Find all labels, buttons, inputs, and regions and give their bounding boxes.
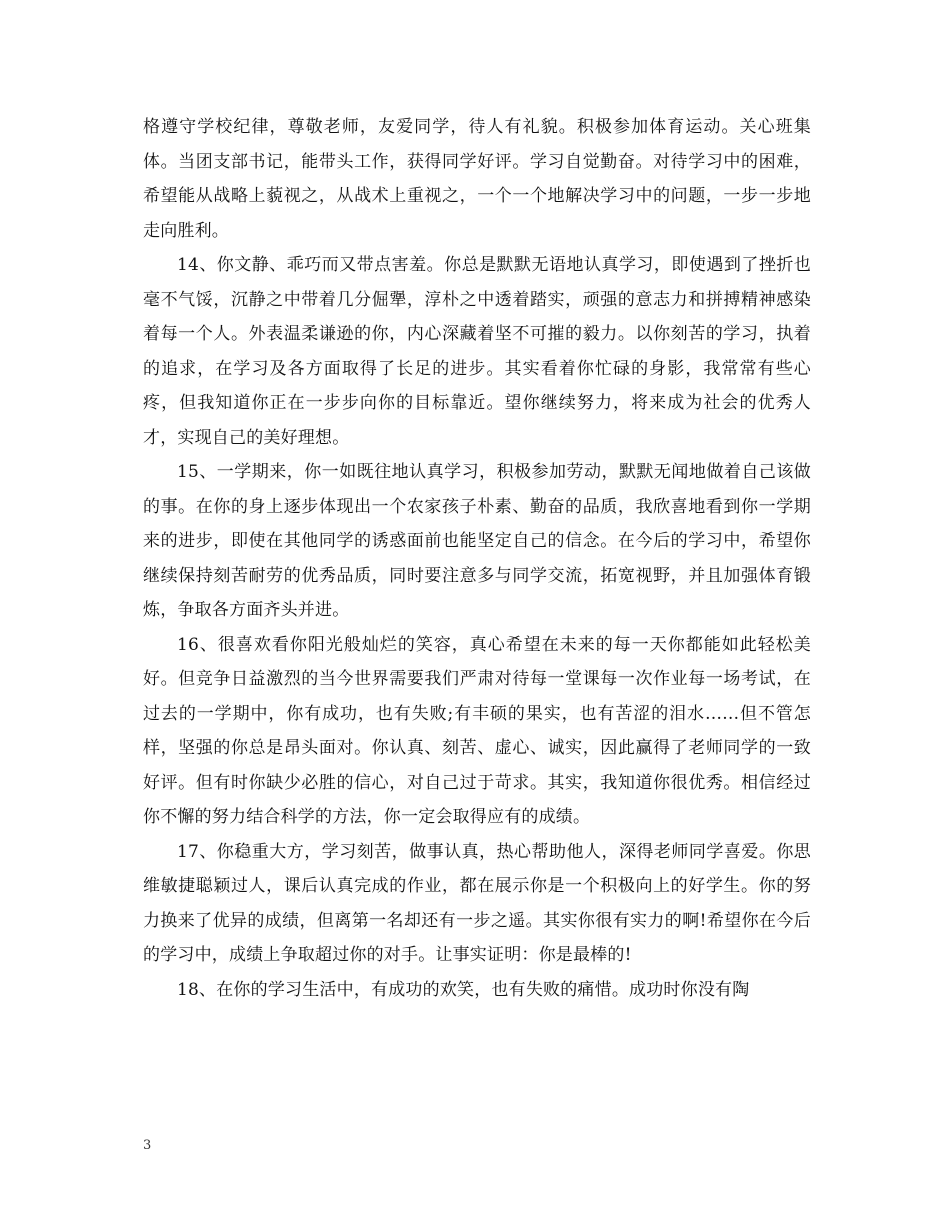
page-number: 3 [143,1138,152,1153]
paragraph-16: 16、很喜欢看你阳光般灿烂的笑容，真心希望在未来的每一天你都能如此轻松美好。但竞争日益激烈的当今世界需要我们严肃对待每一堂课每一次作业每一场考试，在过去的一学期中，你有成功，也有失败;有丰硕的果实，也有苦涩的泪水……但不管怎样，坚强的你总是昂头面对。你认真、刻苦、虚心、诚实，因此赢得了老师同学的一致好评。但有时你缺少必胜的信心，对自己过于苛求。其实，我知道你很优秀。相信经过你不懈的努力结合科学的方法，你一定会取得应有的成绩。 [143,634,811,827]
paragraph-continued: 格遵守学校纪律，尊敬老师，友爱同学，待人有礼貌。积极参加体育运动。关心班集体。当团支部书记，能带头工作，获得同学好评。学习自觉勤奋。对待学习中的困难，希望能从战略上藐视之，从战术上重视之，一个一个地解决学习中的问题，一步一步地走向胜利。 [143,117,811,241]
document-body [143,110,811,1007]
paragraph-18: 18、在你的学习生活中，有成功的欢笑，也有失败的痛惜。成功时你没有陶 [177,979,750,1000]
paragraph-17: 17、你稳重大方，学习刻苦，做事认真，热心帮助他人，深得老师同学喜爱。你思维敏捷聪颖过人，课后认真完成的作业，都在展示你是一个积极向上的好学生。你的努力换来了优异的成绩，但离第一名却还有一步之遥。其实你很有实力的啊!希望你在今后的学习中，成绩上争取超过你的对手。让事实证明：你是最棒的! [143,841,811,965]
paragraph-15: 15、一学期来，你一如既往地认真学习，积极参加劳动，默默无闻地做着自己该做的事。在你的身上逐步体现出一个农家孩子朴素、勤奋的品质，我欣喜地看到你一学期来的进步，即使在其他同学的诱惑面前也能坚定自己的信念。在今后的学习中，希望你继续保持刻苦耐劳的优秀品质，同时要注意多与同学交流，拓宽视野，并且加强体育锻炼，争取各方面齐头并进。 [143,462,811,620]
paragraph-14: 14、你文静、乖巧而又带点害羞。你总是默默无语地认真学习，即使遇到了挫折也毫不气馁，沉静之中带着几分倔犟，淳朴之中透着踏实，顽强的意志力和拼搏精神感染着每一个人。外表温柔谦逊的你，内心深藏着坚不可摧的毅力。以你刻苦的学习，执着的追求，在学习及各方面取得了长足的进步。其实看着你忙碌的身影，我常常有些心疼，但我知道你正在一步步向你的目标靠近。望你继续努力，将来成为社会的优秀人才，实现自己的美好理想。 [143,255,811,448]
